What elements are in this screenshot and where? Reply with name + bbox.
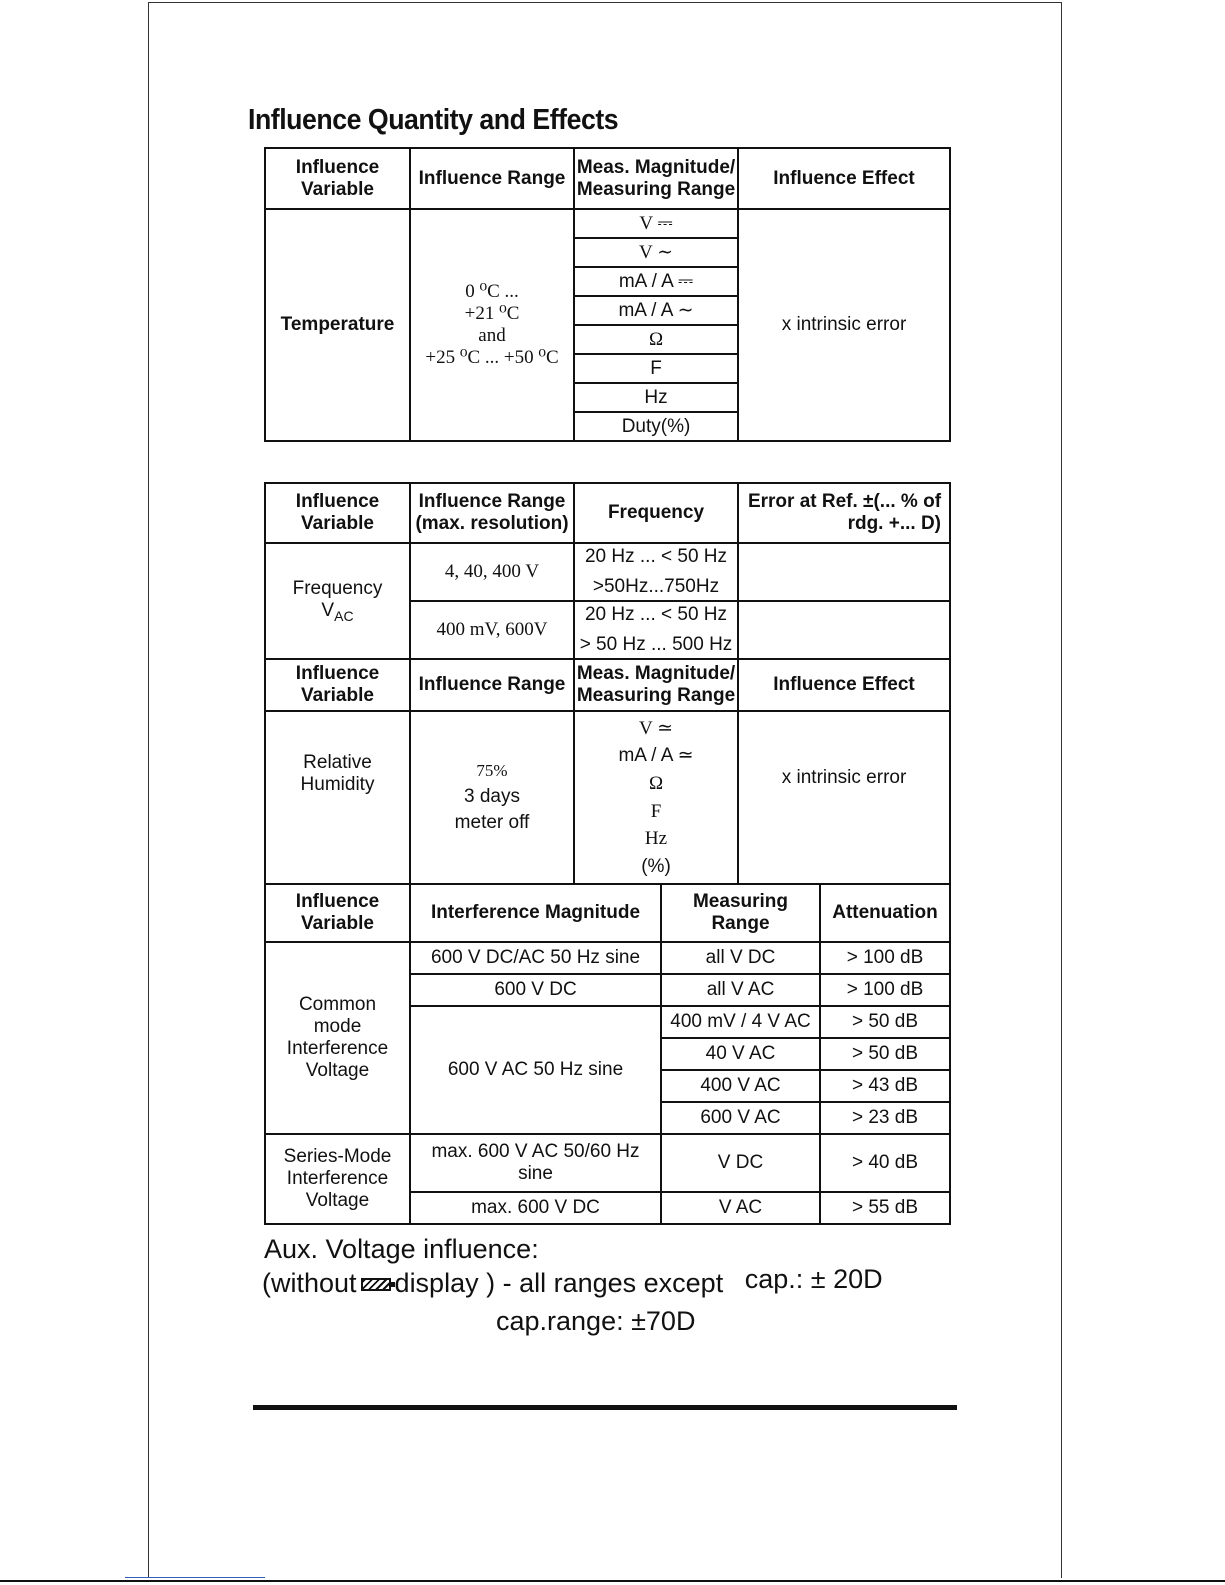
magnitude-farad: F <box>650 800 662 822</box>
cm-att-2: > 100 dB <box>820 974 950 1006</box>
magnitude-percent: (%) <box>641 855 671 877</box>
variable-frequency-vac <box>265 543 410 659</box>
cm-range-6: 600 V AC <box>661 1102 820 1134</box>
table-row <box>265 209 950 238</box>
magnitude-v-dc: V ⎓ <box>574 209 738 238</box>
magnitude-hz: Hz <box>574 383 738 412</box>
magnitude-ma-a: mA / A ≃ <box>618 745 694 767</box>
freq-error-2 <box>738 601 950 659</box>
influence-table <box>264 482 951 1225</box>
cm-att-3: > 50 dB <box>820 1006 950 1038</box>
vac-prefix: V <box>321 599 335 621</box>
cm-magnitude-3: 600 V AC 50 Hz sine <box>410 1006 661 1134</box>
frequency-header-row <box>265 483 950 543</box>
frequency-label: Frequency <box>292 578 383 600</box>
magnitude-hz: Hz <box>644 828 668 850</box>
table-row <box>265 1134 950 1192</box>
temperature-table <box>264 147 951 442</box>
variable-series-mode: Series-Mode Interference Voltage <box>265 1134 410 1224</box>
header-influence-effect: Influence Effect <box>738 659 950 711</box>
sm-range-1: V DC <box>661 1134 820 1192</box>
cm-range-3: 400 mV / 4 V AC <box>661 1006 820 1038</box>
freq-values-2 <box>574 601 738 659</box>
freq-value: >50Hz...750Hz <box>592 576 720 597</box>
humidity-range <box>410 711 574 884</box>
cm-range-5: 400 V AC <box>661 1070 820 1102</box>
aux-voltage-detail <box>262 1264 883 1299</box>
freq-range-2: 400 mV, 600V <box>410 601 574 659</box>
freq-value: 20 Hz ... < 50 Hz <box>584 546 728 568</box>
header-influence-range: Influence Range <box>410 148 574 209</box>
vac-subscript: AC <box>334 607 354 624</box>
note-text: (without <box>262 1268 357 1298</box>
header-influence-range: Influence Range <box>410 659 574 711</box>
header-influence-variable: Influence Variable <box>265 148 410 209</box>
magnitude-ohm: Ω <box>648 772 664 794</box>
cm-range-1: all V DC <box>661 942 820 974</box>
cm-magnitude-2: 600 V DC <box>410 974 661 1006</box>
page-bottom-edge <box>0 1580 1225 1582</box>
humidity-range-line: meter off <box>454 812 530 834</box>
note-cap-value: cap.: ± 20D <box>744 1264 883 1294</box>
humidity-header-row <box>265 659 950 711</box>
sm-att-1: > 40 dB <box>820 1134 950 1192</box>
cm-att-4: > 50 dB <box>820 1038 950 1070</box>
sm-att-2: > 55 dB <box>820 1192 950 1224</box>
humidity-range-line: 3 days <box>464 786 520 808</box>
freq-value: > 50 Hz ... 500 Hz <box>579 634 733 655</box>
humidity-range-line: 75% <box>476 760 508 780</box>
magnitude-ohm: Ω <box>574 325 738 354</box>
header-influence-range-max-res: Influence Range (max. resolution) <box>410 483 574 543</box>
page-title: Influence Quantity and Effects <box>248 104 619 136</box>
sm-magnitude-1: max. 600 V AC 50/60 Hz sine <box>410 1134 661 1192</box>
cm-att-1: > 100 dB <box>820 942 950 974</box>
cm-att-6: > 23 dB <box>820 1102 950 1134</box>
header-attenuation: Attenuation <box>820 884 950 942</box>
header-measuring-range: Measuring Range <box>661 884 820 942</box>
sm-range-2: V AC <box>661 1192 820 1224</box>
range-line: +25 ⁰C ... +50 ⁰C <box>425 346 559 368</box>
temperature-range <box>410 209 574 441</box>
variable-common-mode: Common mode Interference Voltage <box>265 942 410 1134</box>
table-header-row <box>265 148 950 209</box>
magnitude-ma-a-ac: mA / A ∼ <box>574 296 738 325</box>
magnitude-v-ac: V ∼ <box>574 238 738 267</box>
header-influence-effect: Influence Effect <box>738 148 950 209</box>
humidity-magnitudes <box>574 711 738 884</box>
cm-range-2: all V AC <box>661 974 820 1006</box>
freq-values-1 <box>574 543 738 601</box>
range-line: 0 ⁰C ... <box>465 281 519 303</box>
range-line: and <box>478 325 506 346</box>
magnitude-ma-a-dc: mA / A ⎓ <box>574 267 738 296</box>
range-line: +21 ⁰C <box>464 303 520 325</box>
aux-voltage-note: Aux. Voltage influence: <box>264 1234 539 1264</box>
header-influence-variable: Influence Variable <box>265 659 410 711</box>
header-frequency: Frequency <box>574 483 738 543</box>
table-row <box>265 711 950 884</box>
header-interference-magnitude: Interference Magnitude <box>410 884 661 942</box>
header-influence-variable: Influence Variable <box>265 884 410 942</box>
magnitude-duty: Duty(%) <box>574 412 738 441</box>
footer-mark <box>125 1577 265 1578</box>
freq-value: 20 Hz ... < 50 Hz <box>584 604 728 626</box>
table-row <box>265 942 950 974</box>
variable-temperature: Temperature <box>265 209 410 441</box>
battery-icon <box>361 1278 391 1291</box>
freq-error-1 <box>738 543 950 601</box>
cm-magnitude-1: 600 V DC/AC 50 Hz sine <box>410 942 661 974</box>
humidity-effect: x intrinsic error <box>738 711 950 884</box>
freq-range-1: 4, 40, 400 V <box>410 543 574 601</box>
note-text: display ) - all ranges except <box>394 1268 724 1298</box>
cm-att-5: > 43 dB <box>820 1070 950 1102</box>
variable-relative-humidity: Relative Humidity <box>265 711 410 884</box>
header-meas-magnitude: Meas. Magnitude/ Measuring Range <box>574 659 738 711</box>
header-influence-variable: Influence Variable <box>265 483 410 543</box>
magnitude-farad: F <box>574 354 738 383</box>
interference-header-row <box>265 884 950 942</box>
section-divider <box>253 1405 957 1410</box>
cap-range-note: cap.range: ±70D <box>496 1306 696 1336</box>
header-error-at-ref: Error at Ref. ±(... % of rdg. +... D) <box>738 483 950 543</box>
header-meas-magnitude: Meas. Magnitude/ Measuring Range <box>574 148 738 209</box>
magnitude-v: V ≃ <box>638 717 674 739</box>
table-row <box>265 543 950 601</box>
cm-range-4: 40 V AC <box>661 1038 820 1070</box>
sm-magnitude-2: max. 600 V DC <box>410 1192 661 1224</box>
temperature-effect: x intrinsic error <box>738 209 950 441</box>
